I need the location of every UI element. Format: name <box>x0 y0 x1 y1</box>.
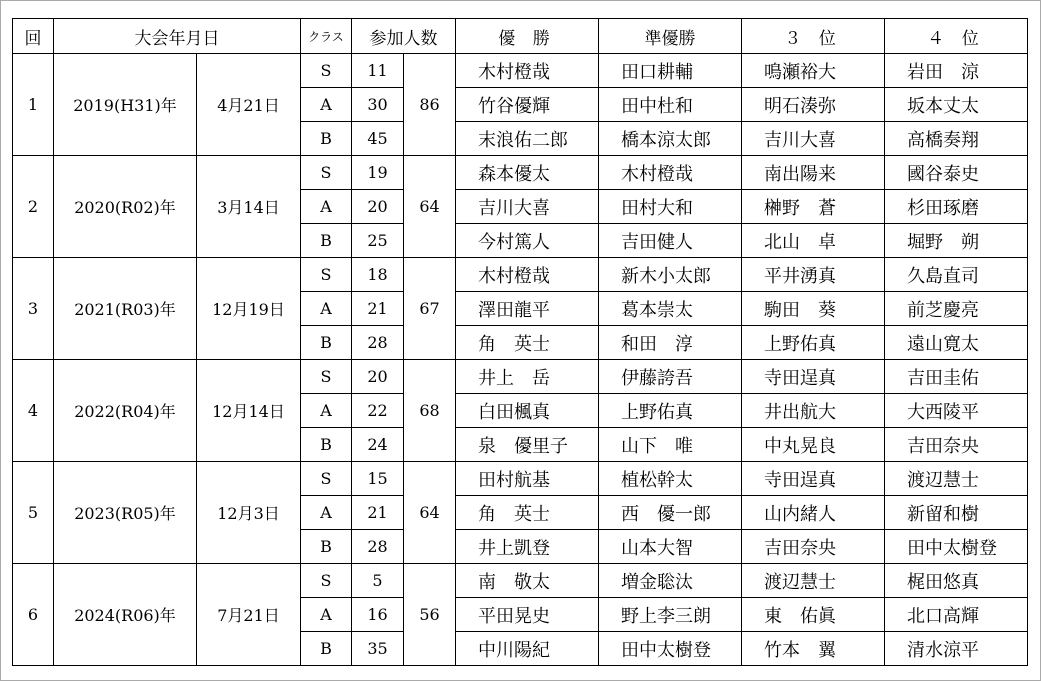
fourth-place-name: 國谷泰史 <box>885 156 1028 190</box>
class-count: 20 <box>352 360 404 394</box>
winner-name: 井上凱登 <box>456 530 599 564</box>
round-number: 6 <box>13 564 54 666</box>
fourth-place-name: 堀野 朔 <box>885 224 1028 258</box>
winner-name: 森本優太 <box>456 156 599 190</box>
class-label: B <box>301 326 352 360</box>
tournament-year: 2023(R05)年 <box>54 462 197 564</box>
table-row <box>13 156 1028 190</box>
runner-up-name: 植松幹太 <box>599 462 742 496</box>
runner-up-name: 山本大智 <box>599 530 742 564</box>
class-label: S <box>301 462 352 496</box>
table-row <box>13 360 1028 394</box>
third-place-name: 寺田逞真 <box>742 462 885 496</box>
third-place-name: 平井湧真 <box>742 258 885 292</box>
total-participants: 67 <box>404 258 456 360</box>
fourth-place-name: 梶田悠真 <box>885 564 1028 598</box>
tournament-year: 2021(R03)年 <box>54 258 197 360</box>
class-count: 18 <box>352 258 404 292</box>
winner-name: 平田晃史 <box>456 598 599 632</box>
class-label: B <box>301 122 352 156</box>
tournament-year: 2024(R06)年 <box>54 564 197 666</box>
class-label: S <box>301 258 352 292</box>
fourth-place-name: 杉田琢磨 <box>885 190 1028 224</box>
third-place-name: 駒田 葵 <box>742 292 885 326</box>
third-place-name: 吉川大喜 <box>742 122 885 156</box>
runner-up-name: 吉田健人 <box>599 224 742 258</box>
runner-up-name: 葛本崇太 <box>599 292 742 326</box>
runner-up-name: 山下 唯 <box>599 428 742 462</box>
tournament-year: 2022(R04)年 <box>54 360 197 462</box>
runner-up-name: 和田 淳 <box>599 326 742 360</box>
class-count: 35 <box>352 632 404 666</box>
third-place-name: 寺田逞真 <box>742 360 885 394</box>
fourth-place-name: 吉田奈央 <box>885 428 1028 462</box>
third-place-name: 吉田奈央 <box>742 530 885 564</box>
class-label: B <box>301 428 352 462</box>
class-count: 5 <box>352 564 404 598</box>
fourth-place-name: 久島直司 <box>885 258 1028 292</box>
tournament-year: 2019(H31)年 <box>54 54 197 156</box>
class-count: 28 <box>352 326 404 360</box>
class-count: 25 <box>352 224 404 258</box>
class-count: 16 <box>352 598 404 632</box>
class-label: A <box>301 598 352 632</box>
tournament-year: 2020(R02)年 <box>54 156 197 258</box>
third-place-name: 榊野 蒼 <box>742 190 885 224</box>
third-place-name: 渡辺慧士 <box>742 564 885 598</box>
runner-up-name: 上野佑真 <box>599 394 742 428</box>
third-place-name: 鳴瀬裕大 <box>742 54 885 88</box>
fourth-place-name: 北口高輝 <box>885 598 1028 632</box>
runner-up-name: 新木小太郎 <box>599 258 742 292</box>
fourth-place-name: 吉田圭佑 <box>885 360 1028 394</box>
fourth-place-name: 遠山寛太 <box>885 326 1028 360</box>
results-table <box>12 18 1028 666</box>
class-label: A <box>301 88 352 122</box>
header-row <box>13 19 1028 54</box>
round-number: 2 <box>13 156 54 258</box>
class-count: 20 <box>352 190 404 224</box>
third-place-name: 明石湊弥 <box>742 88 885 122</box>
tournament-date: 12月3日 <box>197 462 301 564</box>
round-number: 3 <box>13 258 54 360</box>
class-label: S <box>301 360 352 394</box>
fourth-place-name: 岩田 涼 <box>885 54 1028 88</box>
runner-up-name: 橋本涼太郎 <box>599 122 742 156</box>
tournament-date: 12月14日 <box>197 360 301 462</box>
tournament-date: 4月21日 <box>197 54 301 156</box>
winner-name: 澤田龍平 <box>456 292 599 326</box>
total-participants: 56 <box>404 564 456 666</box>
class-count: 24 <box>352 428 404 462</box>
class-count: 15 <box>352 462 404 496</box>
runner-up-name: 田中太樹登 <box>599 632 742 666</box>
winner-name: 白田楓真 <box>456 394 599 428</box>
fourth-place-name: 高橋奏翔 <box>885 122 1028 156</box>
header-date: 大会年月日 <box>54 19 301 54</box>
header-runner-up: 準優勝 <box>599 19 742 54</box>
fourth-place-name: 前芝慶亮 <box>885 292 1028 326</box>
total-participants: 64 <box>404 156 456 258</box>
fourth-place-name: 清水涼平 <box>885 632 1028 666</box>
class-label: A <box>301 496 352 530</box>
winner-name: 末浪佑二郎 <box>456 122 599 156</box>
runner-up-name: 野上李三朗 <box>599 598 742 632</box>
total-participants: 68 <box>404 360 456 462</box>
third-place-name: 上野佑真 <box>742 326 885 360</box>
total-participants: 86 <box>404 54 456 156</box>
tournament-date: 12月19日 <box>197 258 301 360</box>
runner-up-name: 木村橙哉 <box>599 156 742 190</box>
runner-up-name: 田中杜和 <box>599 88 742 122</box>
header-fourth: ４ 位 <box>885 19 1028 54</box>
table-row <box>13 462 1028 496</box>
class-label: B <box>301 632 352 666</box>
winner-name: 今村篤人 <box>456 224 599 258</box>
winner-name: 角 英士 <box>456 326 599 360</box>
results-body <box>13 54 1028 666</box>
class-label: B <box>301 224 352 258</box>
third-place-name: 中丸晃良 <box>742 428 885 462</box>
third-place-name: 井出航大 <box>742 394 885 428</box>
third-place-name: 山内緒人 <box>742 496 885 530</box>
header-winner: 優 勝 <box>456 19 599 54</box>
class-count: 28 <box>352 530 404 564</box>
fourth-place-name: 田中太樹登 <box>885 530 1028 564</box>
class-label: S <box>301 564 352 598</box>
third-place-name: 竹本 翼 <box>742 632 885 666</box>
winner-name: 角 英士 <box>456 496 599 530</box>
class-count: 22 <box>352 394 404 428</box>
header-participants: 参加人数 <box>352 19 456 54</box>
class-label: A <box>301 190 352 224</box>
header-third: ３ 位 <box>742 19 885 54</box>
winner-name: 吉川大喜 <box>456 190 599 224</box>
table-row <box>13 54 1028 88</box>
fourth-place-name: 新留和樹 <box>885 496 1028 530</box>
class-count: 11 <box>352 54 404 88</box>
table-row <box>13 258 1028 292</box>
class-count: 45 <box>352 122 404 156</box>
class-label: A <box>301 292 352 326</box>
runner-up-name: 西 優一郎 <box>599 496 742 530</box>
tournament-date: 3月14日 <box>197 156 301 258</box>
winner-name: 井上 岳 <box>456 360 599 394</box>
header-round: 回 <box>13 19 54 54</box>
round-number: 4 <box>13 360 54 462</box>
third-place-name: 北山 卓 <box>742 224 885 258</box>
winner-name: 木村橙哉 <box>456 54 599 88</box>
third-place-name: 東 佑眞 <box>742 598 885 632</box>
class-count: 21 <box>352 292 404 326</box>
class-label: S <box>301 54 352 88</box>
winner-name: 田村航基 <box>456 462 599 496</box>
class-count: 19 <box>352 156 404 190</box>
runner-up-name: 田口耕輔 <box>599 54 742 88</box>
class-label: B <box>301 530 352 564</box>
table-row <box>13 564 1028 598</box>
runner-up-name: 増金聡汰 <box>599 564 742 598</box>
winner-name: 泉 優里子 <box>456 428 599 462</box>
round-number: 5 <box>13 462 54 564</box>
tournament-date: 7月21日 <box>197 564 301 666</box>
third-place-name: 南出陽来 <box>742 156 885 190</box>
winner-name: 南 敬太 <box>456 564 599 598</box>
fourth-place-name: 坂本丈太 <box>885 88 1028 122</box>
fourth-place-name: 大西陵平 <box>885 394 1028 428</box>
header-class: クラス <box>301 19 352 54</box>
round-number: 1 <box>13 54 54 156</box>
class-count: 30 <box>352 88 404 122</box>
winner-name: 竹谷優輝 <box>456 88 599 122</box>
winner-name: 中川陽紀 <box>456 632 599 666</box>
class-label: S <box>301 156 352 190</box>
runner-up-name: 田村大和 <box>599 190 742 224</box>
winner-name: 木村橙哉 <box>456 258 599 292</box>
class-label: A <box>301 394 352 428</box>
fourth-place-name: 渡辺慧士 <box>885 462 1028 496</box>
total-participants: 64 <box>404 462 456 564</box>
class-count: 21 <box>352 496 404 530</box>
runner-up-name: 伊藤誇吾 <box>599 360 742 394</box>
